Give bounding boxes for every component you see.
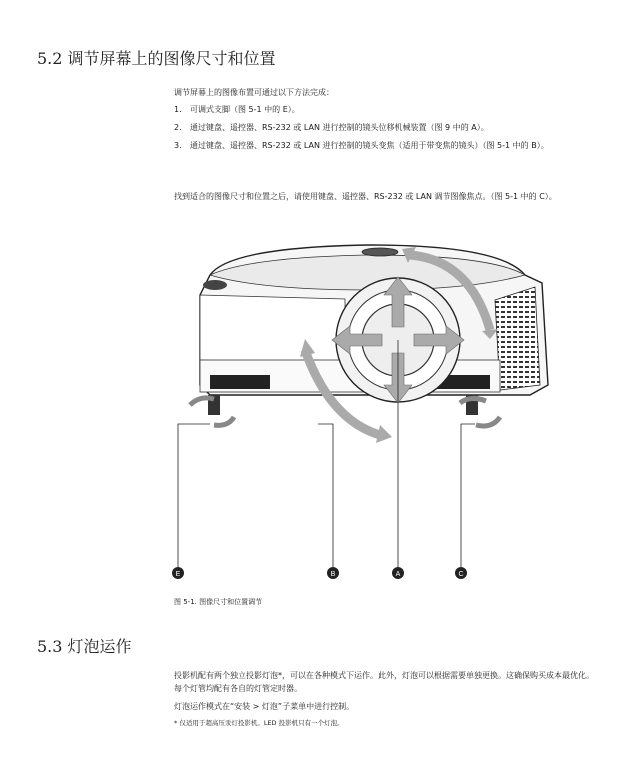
projector-figure — [170, 235, 560, 580]
callout-e — [172, 567, 184, 579]
section-number: 5.3 — [37, 637, 63, 656]
callout-c — [455, 567, 467, 579]
list-number: 2. — [174, 123, 182, 132]
callout-b — [327, 567, 339, 579]
method-list — [174, 103, 594, 157]
section-number: 5.2 — [37, 49, 63, 68]
figure-caption: 图 5-1. 图像尺寸和位置调节 — [174, 598, 263, 606]
callout-a — [392, 567, 404, 579]
list-text: 可调式支脚（图 5-1 中的 E）。 — [190, 105, 300, 114]
footnote: * 仅适用于超高压汞灯投影机。LED 投影机只有一个灯泡。 — [174, 719, 344, 727]
section-heading-5-2 — [37, 46, 276, 69]
svg-text:A: A — [395, 571, 401, 578]
list-number: 1. — [174, 105, 182, 114]
projector-illustration — [170, 235, 560, 580]
section-title: 灯泡运作 — [67, 637, 132, 656]
list-item — [174, 121, 594, 134]
svg-text:B: B — [330, 571, 336, 578]
lamp-paragraph: 投影机配有两个独立投影灯泡*，可以在各种模式下运作。此外，灯泡可以根据需要单独更换。这确保购买成本最优化。每个灯管均配有各自的灯管定时器。 — [174, 671, 594, 693]
lamp-mode-paragraph: 灯泡运作模式在“安装 > 灯泡”子菜单中进行控制。 — [174, 702, 355, 711]
focus-text: 找到适合的图像尺寸和位置之后，请使用键盘、遥控器、RS-232 或 LAN 调节图像焦点。（图 5-1 中的 C）。 — [174, 192, 557, 201]
intro-text: 调节屏幕上的图像布置可通过以下方法完成： — [174, 88, 334, 97]
list-item — [174, 139, 594, 152]
svg-text:E: E — [175, 571, 181, 578]
svg-text:C: C — [458, 571, 464, 578]
section-heading-5-3 — [37, 634, 132, 657]
list-text: 通过键盘、遥控器、RS-232 或 LAN 进行控制的镜头位移机械装置（图 9 中的 A）。 — [190, 123, 489, 132]
list-text: 通过键盘、遥控器、RS-232 或 LAN 进行控制的镜头变焦（适用于带变焦的镜头）（图 5-1 中的 B）。 — [190, 141, 549, 150]
vent-grill — [495, 287, 540, 390]
list-item — [174, 103, 594, 116]
section-title: 调节屏幕上的图像尺寸和位置 — [67, 49, 276, 68]
list-number: 3. — [174, 141, 182, 150]
